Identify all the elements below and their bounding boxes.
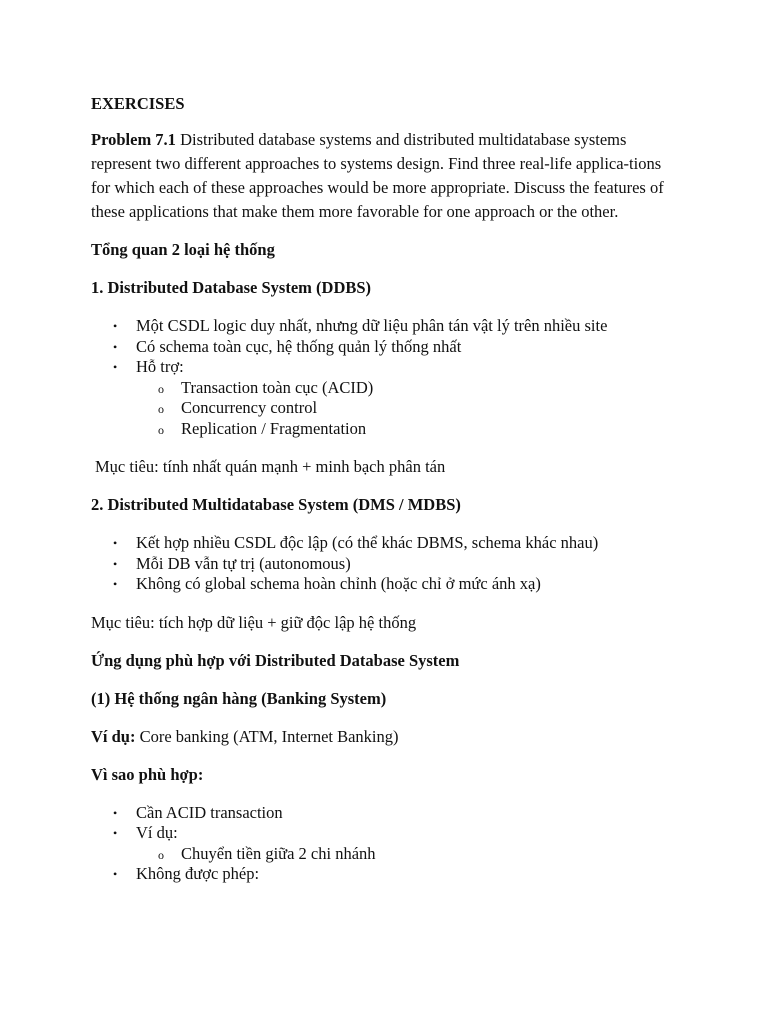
- bullet-icon: •: [113, 577, 118, 591]
- bullet-icon: •: [113, 339, 118, 354]
- list-item: o Replication / Fragmentation: [136, 419, 671, 440]
- bullet-icon: •: [113, 360, 118, 374]
- list-item: o Transaction toàn cục (ACID): [136, 378, 671, 399]
- sub-bullet-icon: o: [158, 847, 164, 862]
- list-item: • Không có global schema hoàn chỉnh (hoặc chỉ ở mức ánh xạ): [113, 574, 541, 593]
- list-item: • Một CSDL logic duy nhất, nhưng dữ liệu phân tán vật lý trên nhiều site: [113, 316, 608, 335]
- ddbs-bullet-list: [91, 316, 671, 439]
- banking-why-title: Vì sao phù hợp:: [91, 764, 204, 784]
- problem-label: Problem 7.1: [91, 130, 176, 149]
- list-item: • Ví dụ: o Chuyển tiền giữa 2 chi nhánh: [91, 823, 671, 864]
- bullet-icon: •: [113, 319, 118, 333]
- list-item: • Cần ACID transaction: [113, 802, 283, 822]
- bullet-icon: •: [113, 556, 118, 571]
- bullet-icon: •: [113, 826, 118, 840]
- bullet-icon: •: [113, 805, 118, 820]
- bullet-icon: •: [113, 536, 118, 550]
- overview-title: Tổng quan 2 loại hệ thống: [91, 240, 275, 259]
- list-item: • Không được phép:: [113, 864, 260, 883]
- mdbs-title: 2. Distributed Multidatabase System (DMS / MDBS): [91, 495, 461, 514]
- banking-example-label: Ví dụ:: [91, 726, 136, 746]
- sub-bullet-icon: o: [158, 422, 164, 437]
- banking-example: [91, 725, 671, 749]
- ddbs-goal: Mục tiêu: tính nhất quán mạnh + minh bạch phân tán: [95, 457, 446, 476]
- ddbs-sub-list: [136, 378, 671, 440]
- list-item: • Kết hợp nhiều CSDL độc lập (có thể khác DBMS, schema khác nhau): [113, 533, 599, 552]
- apps-title: Ứng dụng phù hợp với Distributed Database System: [91, 650, 460, 670]
- list-item: o Concurrency control: [136, 398, 671, 419]
- list-item: • Hỗ trợ: o Transaction toàn cục (ACID) o Concurrency control o Replication / Fragmentation: [91, 357, 671, 439]
- list-item: o Chuyển tiền giữa 2 chi nhánh: [136, 844, 671, 865]
- banking-example-text: Core banking (ATM, Internet Banking): [135, 726, 399, 746]
- bullet-icon: •: [113, 867, 118, 881]
- problem-paragraph: [91, 128, 671, 224]
- mdbs-bullet-list: [91, 533, 671, 595]
- exercises-title: EXERCISES: [91, 94, 185, 113]
- document-page: [91, 92, 671, 899]
- sub-bullet-icon: o: [158, 402, 164, 416]
- sub-bullet-icon: o: [158, 381, 164, 396]
- problem-text: Distributed database systems and distributed multidatabase systems represent two different approaches to systems design. Find three real-life applica-tions for which each of these approaches would be more appropriate. Discuss the features of these applications that make them more favorable for one approach or the other.: [91, 130, 664, 221]
- list-item: • Có schema toàn cục, hệ thống quản lý thống nhất: [113, 336, 462, 356]
- ddbs-title: 1. Distributed Database System (DDBS): [91, 278, 372, 297]
- mdbs-goal: Mục tiêu: tích hợp dữ liệu + giữ độc lập hệ thống: [91, 612, 417, 632]
- banking-bullet-list: [91, 803, 671, 885]
- banking-title: (1) Hệ thống ngân hàng (Banking System): [91, 688, 387, 708]
- banking-sub-list: [136, 844, 671, 865]
- list-item: • Mỗi DB vẫn tự trị (autonomous): [113, 553, 351, 573]
